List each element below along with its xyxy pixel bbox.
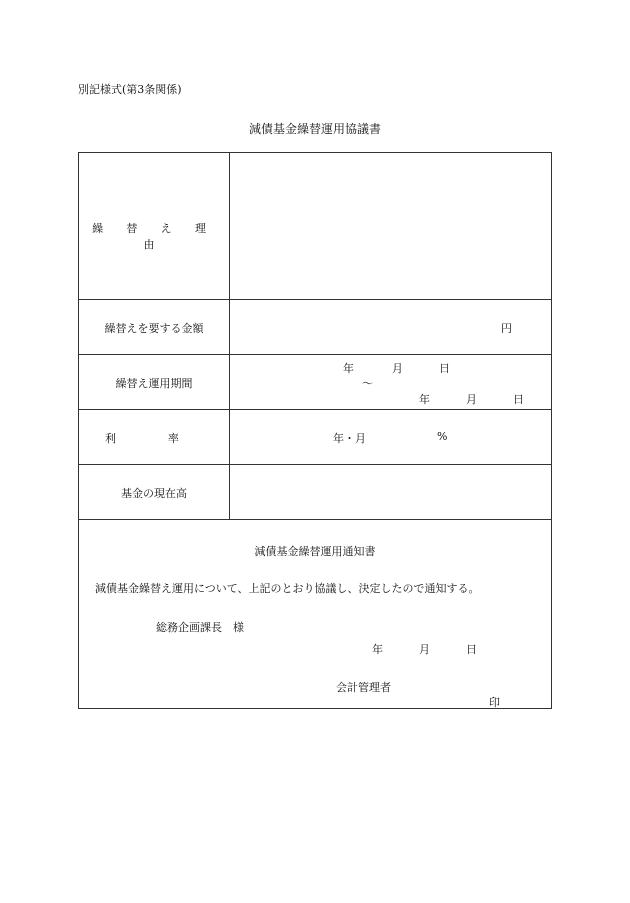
row-divider [79, 409, 551, 410]
notice-date-year: 年 [372, 643, 383, 656]
column-divider [229, 153, 230, 519]
balance-field[interactable] [231, 466, 549, 517]
rate-unit: % [437, 430, 448, 443]
notice-addressee: 総務企画課長 様 [156, 621, 244, 634]
notice-date-month: 月 [419, 643, 430, 656]
page-title: 減債基金繰替運用協議書 [248, 122, 381, 136]
amount-unit: 円 [501, 322, 512, 335]
period-end-month: 月 [466, 393, 477, 406]
period-end-year: 年 [419, 393, 430, 406]
reason-field[interactable] [231, 155, 549, 297]
balance-label: 基金の現在高 [121, 487, 187, 500]
form-number: 別記様式(第3条関係) [78, 83, 182, 96]
reason-label: 繰 替 え 理 由 [92, 222, 216, 251]
notice-seal: 印 [489, 696, 500, 709]
amount-label: 繰替えを要する金額 [104, 322, 204, 335]
row-divider [79, 519, 551, 520]
form-table [78, 152, 552, 709]
rate-label: 利 率 [104, 432, 204, 445]
period-separator: ～ [362, 377, 373, 390]
notice-body: 減債基金繰替え運用について、上記のとおり協議し、決定したので通知する。 [95, 582, 480, 595]
row-divider [79, 299, 551, 300]
rate-per: 年・月 [333, 432, 366, 445]
notice-issuer: 会計管理者 [336, 681, 391, 694]
row-divider [79, 464, 551, 465]
period-label: 繰替え運用期間 [115, 377, 193, 390]
period-end-day: 日 [513, 393, 524, 406]
row-divider [79, 354, 551, 355]
period-start-month: 月 [392, 362, 403, 375]
notice-title: 減債基金繰替運用通知書 [254, 545, 376, 558]
period-start-day: 日 [439, 362, 450, 375]
notice-date-day: 日 [466, 643, 477, 656]
period-start-year: 年 [343, 362, 354, 375]
